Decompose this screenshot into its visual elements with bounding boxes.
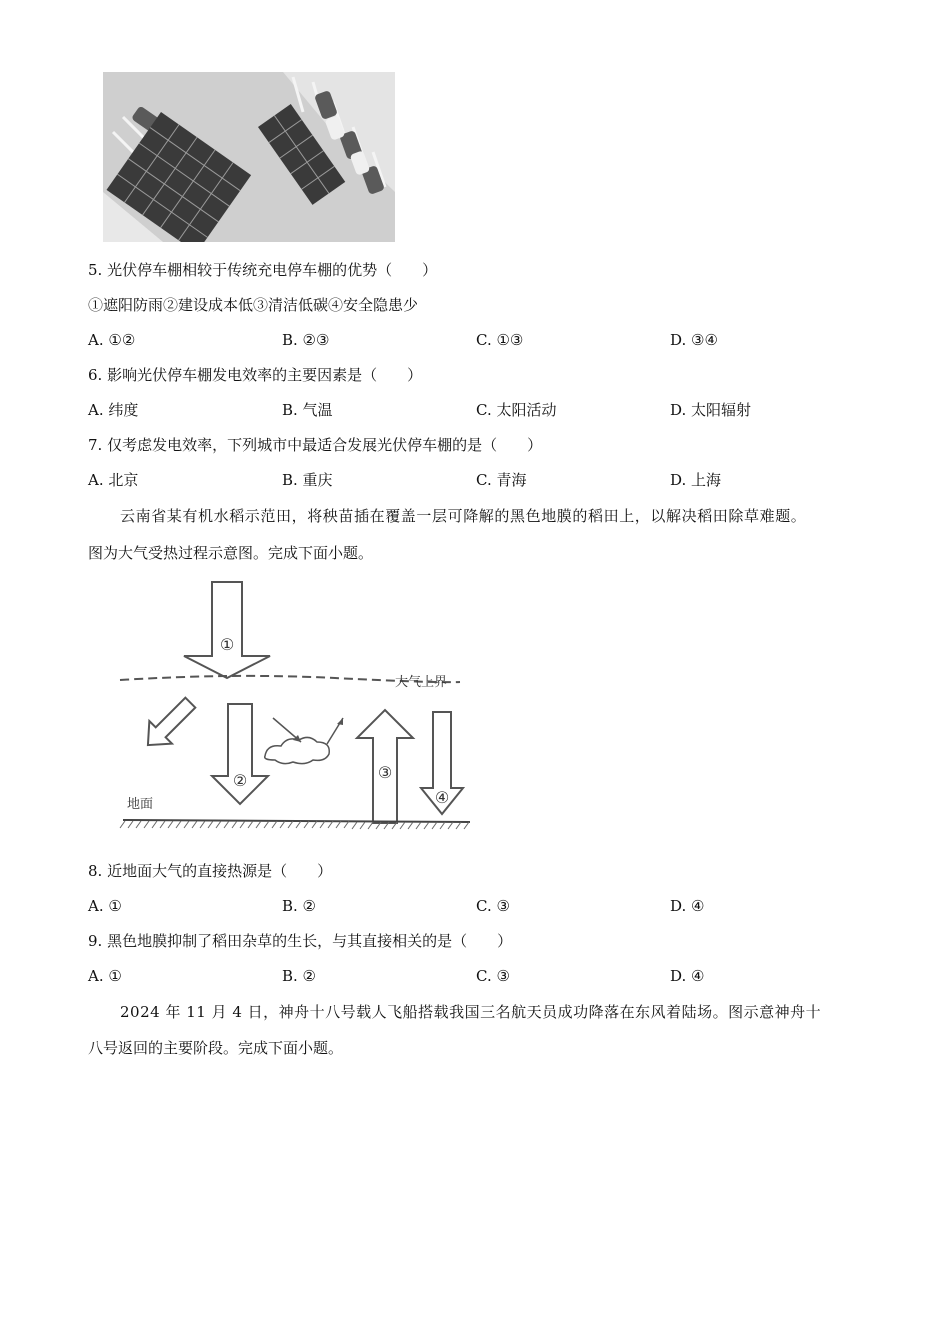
arrow-4-label: ④: [434, 788, 450, 807]
arrow-3-label: ③: [377, 763, 393, 782]
reflected-arrow: [137, 691, 202, 756]
arrow-1-label: ①: [219, 635, 235, 654]
atmosphere-heating-diagram: [115, 578, 475, 838]
passage-1-line-1: 云南省某有机水稻示范田，将秧苗插在覆盖一层可降解的黑色地膜的稻田上，以解决稻田除草难题。: [120, 507, 807, 525]
arrow-2-label: ②: [232, 771, 248, 790]
question-9-option-d: D. ④: [670, 967, 705, 985]
question-6-option-a: A. 纬度: [88, 401, 139, 419]
question-9-stem: 9. 黑色地膜抑制了稻田杂草的生长，与其直接相关的是（ ）: [88, 932, 513, 950]
cloud: [265, 737, 330, 763]
question-9-option-b: B. ②: [282, 967, 317, 985]
question-9-option-c: C. ③: [476, 967, 510, 985]
question-7-option-c: C. 青海: [476, 471, 527, 489]
passage-2-line-2: 八号返回的主要阶段。完成下面小题。: [88, 1039, 344, 1057]
question-8-option-c: C. ③: [476, 897, 510, 915]
atmosphere-boundary-label: 大气上界: [395, 675, 448, 690]
ground-line: [123, 820, 470, 822]
question-7-option-d: D. 上海: [670, 471, 722, 489]
question-8-option-d: D. ④: [670, 897, 705, 915]
question-5-option-d: D. ③④: [670, 331, 718, 349]
question-5-option-c: C. ①③: [476, 331, 524, 349]
question-8-stem: 8. 近地面大气的直接热源是（ ）: [88, 862, 333, 880]
ground-label: 地面: [127, 797, 154, 812]
passage-2-line-1: 2024 年 11 月 4 日，神舟十八号载人飞船搭载我国三名航天员成功降落在东风着陆场。图示意神舟十: [120, 1003, 822, 1021]
question-5-statements: ①遮阳防雨②建设成本低③清洁低碳④安全隐患少: [88, 296, 419, 314]
question-7-option-b: B. 重庆: [282, 471, 333, 489]
question-5-stem: 5. 光伏停车棚相较于传统充电停车棚的优势（ ）: [88, 261, 438, 279]
solar-carport-aerial-photo: [103, 72, 395, 242]
question-9-option-a: A. ①: [88, 967, 122, 985]
question-6-option-b: B. 气温: [282, 401, 333, 419]
question-5-option-b: B. ②③: [282, 331, 330, 349]
passage-1-line-2: 图为大气受热过程示意图。完成下面小题。: [88, 544, 374, 562]
question-8-option-a: A. ①: [88, 897, 122, 915]
question-8-option-b: B. ②: [282, 897, 317, 915]
question-7-option-a: A. 北京: [88, 471, 139, 489]
question-6-option-c: C. 太阳活动: [476, 401, 557, 419]
question-6-option-d: D. 太阳辐射: [670, 401, 752, 419]
question-6-stem: 6. 影响光伏停车棚发电效率的主要因素是（ ）: [88, 366, 423, 384]
question-5-option-a: A. ①②: [88, 331, 136, 349]
arrow-1: [184, 582, 270, 678]
question-7-stem: 7. 仅考虑发电效率，下列城市中最适合发展光伏停车棚的是（ ）: [88, 436, 543, 454]
